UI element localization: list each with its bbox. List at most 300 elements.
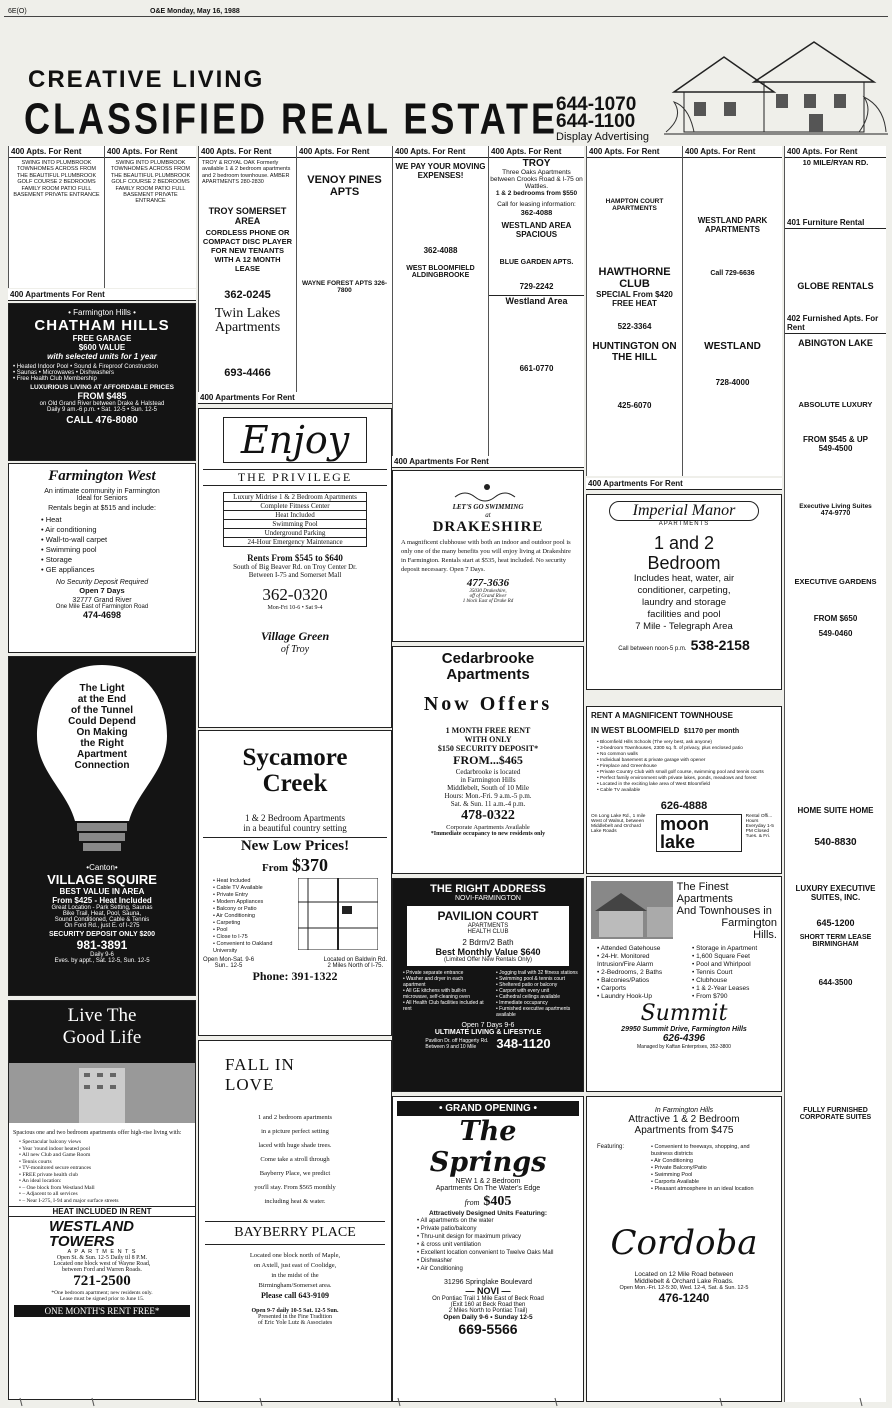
cedar-line: Middlebelt, South of 10 Mile [447,784,529,792]
now-offers: Now Offers [423,693,553,715]
chatham-name: CHATHAM HILLS [34,317,170,334]
farmwest-line: No Security Deposit Required [55,579,149,586]
squire-line: BEST VALUE IN AREA [59,887,145,896]
bayberry-location: on Axtell, just east of Coolidge, [253,1262,337,1269]
hampton-court: HAMPTON COURT APARTMENTS [605,198,664,212]
sycamore-price: $370 [292,855,329,875]
huntington-name: HUNTINGTON ON THE HILL [592,341,677,363]
towers-phone: 721-2500 [73,1273,131,1289]
issue-date: O&E Monday, May 16, 1988 [150,8,240,15]
chatham-line: FREE GARAGE [72,334,132,343]
column-heading: 400 Apts. For Rent [393,146,488,158]
cordoba-features [641,1144,771,1193]
list-item: • All new Club and Game Room [19,1152,191,1159]
squire-line: Bike Trail, Heat, Pool, Sauna, [62,911,142,917]
drake-line: LET'S GO SWIMMING [452,503,524,511]
cordless-offer: CORDLESS PHONE OR COMPACT DISC PLAYER FOR NEW TENANTS WITH A 12 MONTH LEASE [202,228,293,273]
summit-phone: 626-4396 [662,1033,706,1044]
cordoba-line: Attractive 1 & 2 Bedroom [628,1114,740,1125]
westland-park-phone: Call 729-6636 [710,270,755,277]
column-heading: 400 Apts. For Rent [9,146,104,158]
enjoy-head: Luxury Midrise 1 & 2 Bedroom Apartments [223,492,367,502]
wayne-forest: WAYNE FOREST APTS 326-7800 [301,280,388,294]
cordoba-price: Apartments from $475 [634,1125,734,1136]
short-term-phone: 644-3500 [818,978,853,987]
fall-body: Bayberry Place, we predict [259,1170,331,1177]
fall-body: including heat & water. [264,1198,326,1205]
imperial-name: Imperial Manor [609,501,759,521]
list-item: • Laundry Hook-Up [597,993,682,1001]
twin-lakes-phone: 693-4466 [224,367,271,379]
bayberry-location: Located one block north of Maple, [249,1252,341,1259]
moon-line: RENT A MAGNIFICENT TOWNHOUSE [591,711,733,720]
list-item: • Heat [41,515,191,525]
goodlife-features [9,1139,195,1204]
towers-name: TOWERS [49,1233,115,1250]
three-oaks-call: Call for leasing information: [497,201,576,208]
farmwest-features [31,515,191,575]
home-suite-phone: 540-8830 [814,837,857,848]
springs-address: 31296 Springlake Boulevard [444,1279,532,1286]
list-item: • 1 & 2-Year Leases [692,985,777,993]
column-heading: 400 Apartments For Rent [8,289,196,301]
list-item: • 2-Bedrooms, 2 Baths [597,969,682,977]
westland-area-2: Westland Area [489,295,584,306]
list-item: • Bloomfield Hills Schools (The very best, ask anyone) [597,740,777,746]
exec-gardens: EXECUTIVE GARDENS [794,577,877,586]
farmwest-name: Farmington West [48,468,156,484]
drake-body: A magnificent clubhouse with both an indoor and outdoor pool is only one of the many benefits you will enjoy living at Drakeshire in Farmington. Rentals start at $535, heat included. No security deposit necessary. Open 7 Days. [401,539,571,573]
list-item: • Pool and Whirlpool [692,961,777,969]
pav-line: NOVI-FARMINGTON [455,895,521,902]
list-item: • Private patio/balcony [417,1225,579,1233]
troy-somerset-heading: TROY SOMERSET AREA [208,206,287,226]
summit-name: Summit [640,1001,728,1026]
fall-body: laced with huge shade trees. [258,1142,332,1149]
location-map [298,878,378,950]
springs-line: Attractively Designed Units Featuring: [428,1210,548,1217]
tower-photo [9,1063,195,1123]
list-item: • Tennis courts [19,1159,191,1166]
cordoba-location: Middlebelt & Orchard Lake Roads. [634,1278,734,1285]
imperial-line: 7 Mile - Telegraph Area [635,621,733,632]
list-item: • Carports [597,985,682,993]
imperial-line: laundry and storage [642,597,726,608]
drake-address: 35030 Drakeshire, [469,589,507,594]
troy-heading: TROY [522,158,551,169]
amber-apts-ad: TROY & ROYAL OAK Formerly available 1 & 2 bedroom apartments and 2 bedroom townhouse. AMBER APARTMENTS 280-2830 [202,160,291,186]
cordoba-line: In Farmington Hills [654,1107,714,1114]
pav-ultimate: ULTIMATE LIVING & LIFESTYLE [434,1029,542,1036]
fall-body: Come take a stroll through [260,1156,330,1163]
list-item: • Private separate entrance [403,970,486,976]
farmwest-line: An intimate community in Farmington [44,488,160,495]
moon-name: moon lake [656,814,742,852]
sycamore-hours: Sun.. 12-5 [214,963,243,969]
springs-hours: Open Daily 9-6 • Sunday 12-5 [443,1314,533,1321]
bayberry-phone: Please call 643-9109 [261,1291,329,1300]
imperial-line: Bedroom [647,553,721,573]
cordoba-name: Cordoba [610,1223,758,1263]
chatham-line: • Heated Indoor Pool • Sound & Fireproof Construction [13,364,158,370]
cedar-phone: 478-0322 [461,808,515,823]
list-item: • Individual basement & private garage with opener [597,758,777,764]
list-item: • Swimming pool [41,545,191,555]
towers-line: between Ford and Warren Roads. [62,1267,142,1273]
sycamore-location: Located on Baldwin Rd. [323,957,387,963]
enjoy-rents: Rents From $545 to $640 [247,553,343,563]
springs-line: NEW 1 & 2 Bedroom [455,1178,521,1185]
list-item: Heat Included [223,511,367,520]
cedar-line: 1 MONTH FREE RENT [445,726,531,735]
list-item: • Modern Appliances [213,899,298,906]
plumbrook-ad-2: SWING INTO PLUMBROOK TOWNHOMES ACROSS FROM THE BEAUTIFUL PLUMBROOK GOLF COURSE 2 BEDROOMS FAMILY ROOM PATIO FULL BASEMENT PRIVATE ENTRANCE [110,160,191,205]
section-title-top: CREATIVE LIVING [28,66,265,93]
list-item: • Private Entry [213,892,298,899]
squire-phone: 981-3891 [76,938,128,952]
cordoba-hours: Open Mon.-Fri. 12-5:30, Wed. 12-4, Sat. & Sun. 12-5 [619,1285,749,1291]
cordoba-ad [586,1096,782,1402]
summit-address: 29950 Summit Drive, Farmington Hills [621,1026,747,1033]
towers-note: *One bedroom apartment; new residents only. [51,1290,153,1296]
column-heading: 400 Apartments For Rent [392,456,584,468]
list-item: • No common walls [597,752,777,758]
summit-line: And Townhouses in [676,905,772,917]
list-item: • Furnished executive apartments available [496,1006,579,1018]
exec-gardens-price: FROM $650 [813,614,858,623]
luxury-suites-phone: 645-1200 [816,918,855,928]
townhouse-photo [591,881,673,939]
bayberry-location: Birmingham/Somerset area. [258,1282,332,1289]
fully-furnished: FULLY FURNISHED CORPORATE SUITES [799,1107,872,1121]
huntington-phone: 425-6070 [617,401,652,410]
list-item: • Sheltered patio or balcony [496,982,579,988]
list-item: • Air Conditioning [417,1265,579,1273]
imperial-line: facilities and pool [647,609,721,620]
ten-mile: 10 MILE/RYAN RD. [802,158,869,167]
list-item: • Dishwasher [417,1257,579,1265]
hawthorne-phone: 522-3364 [617,322,652,331]
we-pay-moving: WE PAY YOUR MOVING EXPENSES! [395,162,486,180]
privilege: THE PRIVILEGE [203,469,387,486]
springs-ad [392,1096,584,1402]
towers-note: Lease must be signed prior to June 15. [59,1296,145,1302]
list-item: Underground Parking [223,529,367,538]
globe-rentals: GLOBE RENTALS [797,281,874,291]
cedar-price: FROM...$465 [453,753,523,767]
sycamore-features [203,878,298,955]
short-term: SHORT TERM LEASE BIRMINGHAM [799,934,872,948]
cedarbrooke-ad [392,646,584,874]
list-item: • Cable TV available [597,788,777,794]
goodlife-title: Live The [67,1005,137,1026]
moon-price: $1170 per month [683,728,740,735]
list-item: • & cross unit ventilation [417,1241,579,1249]
column-heading: 400 Apts. For Rent [105,146,196,158]
list-item: • FREE private health club [19,1172,191,1179]
springs-name: The Springs [429,1116,547,1178]
imperial-phone: 538-2158 [690,637,750,653]
chatham-phone: CALL 476-8080 [66,415,138,426]
farmington-west-ad [8,463,196,653]
springs-directions: On Pontiac Trail 1 Mile East of Beck Road [432,1296,544,1302]
squire-city: •Canton• [86,863,118,872]
westland-towers-ad [8,1000,196,1400]
list-item: • Pool [213,927,298,934]
farmwest-address: 32777 Grand River [72,597,132,604]
enjoy-word: Enjoy [223,417,367,463]
squire-line: of the Tunnel [70,705,134,716]
sycamore-location: 2 Miles North of I-75. [327,963,384,969]
list-item: • Perfect family environment with private lakes, ponds, meadows and forest [597,776,777,782]
column-heading: 400 Apts. For Rent [199,146,296,158]
moon-phone: 626-4888 [660,800,708,812]
list-item: • All Health Club facilities included at rent [403,1000,486,1012]
squire-line: The Light [79,683,125,694]
pav-name: APARTMENTS [467,923,509,929]
list-item: Swimming Pool [223,520,367,529]
drake-address: 1 block East of Drake Rd [462,599,514,604]
drake-phone: 477-3636 [466,577,510,589]
bayberry-line: Presented in the Fine Tradition [258,1314,332,1320]
moon-location: On Long Lake Rd., 1 mile West of Walnut, between Middlebelt and Orchard Lake Roads [591,814,646,834]
phone-1: 644-1070 [556,94,637,115]
springs-directions: (Exit 160 at Beck Road then [450,1302,526,1308]
moon-hours: Rental Offi... Hours Everyday 1-5 PM Closed Tues. & Fri. [745,814,774,839]
farmwest-line: One Mile East of Farmington Road [55,604,149,610]
list-item: • GE appliances [41,565,191,575]
list-item: • 1,600 Square Feet [692,953,777,961]
list-item: • Cathedral ceilings available [496,994,579,1000]
list-item: • Fireplace and Greenhouse [597,764,777,770]
three-oaks: Three Oaks Apartments between Crooks Road & I-75 on Wattles. [490,169,583,190]
list-item: • Storage in Apartment [692,945,777,953]
list-item: • Swimming Pool [651,1172,771,1179]
cedar-line: in Farmington Hills [460,776,516,784]
column-heading: 402 Furnished Apts. For Rent [785,313,886,334]
drake-address: off of Grand River [469,594,507,599]
pav-features-left [397,970,486,1018]
pav-line: THE RIGHT ADDRESS [430,883,546,895]
list-item: • – Adjacent to all services [19,1191,191,1198]
we-pay-phone: 362-4088 [423,246,458,255]
list-item: • Air Conditioning [651,1158,771,1165]
squire-line: Sound Conditioned, Cable & Tennis [54,917,150,923]
chatham-line: LUXURIOUS LIVING AT AFFORDABLE PRICES [30,384,174,391]
list-item: Complete Fitness Center [223,502,367,511]
squire-price: From $425 - Heat Included [52,896,152,905]
towers-sub: A P A R T M E N T S [67,1249,137,1255]
towers-line: Located one block west of Wayne Road, [53,1261,151,1267]
chatham-hills-ad [8,303,196,461]
squire-line: Daily 9-6 [90,952,114,958]
pav-name: HEALTH CLUB [467,929,509,935]
goodlife-body: Spacious one and two bedroom apartments offer high-rise living with: [13,1130,182,1136]
from-label: from [464,1198,480,1207]
springs-price: $405 [483,1194,512,1209]
cedar-name: Apartments [446,666,530,683]
summit-ad [586,876,782,1092]
list-item: • All GE kitchens with built-in microwave, self-cleaning oven [403,988,486,1000]
springs-features [397,1217,579,1273]
bayberry-location: in the midst of the [271,1272,319,1279]
farmwest-line: Ideal for Seniors [76,495,128,502]
pavilion-court-ad [392,878,584,1092]
enjoy-location: South of Big Beaver Rd. on Troy Center Dr. [233,563,357,571]
chatham-location: • Farmington Hills • [68,308,136,317]
chatham-line: • Free Health Club Membership [13,376,97,382]
cedar-hours: Hours: Mon.-Fri. 9 a.m.-5 p.m. [444,792,532,800]
cordoba-phone: 476-1240 [658,1291,710,1305]
list-item: • Air conditioning [41,525,191,535]
squire-line: the Right [80,738,124,749]
summit-line: Farmington [721,917,777,929]
list-item: • Thru-unit design for maximum privacy [417,1233,579,1241]
list-item: • Cable TV Available [213,885,298,892]
pav-days: Open 7 Days 9-6 [461,1022,515,1029]
chatham-line: • Saunas • Microwaves • Dishwashers [13,370,115,376]
village-green-troy: of Troy [280,644,310,655]
hawthorne-name: HAWTHORNE CLUB [598,266,671,290]
bayberry-line: of Eric Yole Lutz & Associates [257,1320,333,1326]
springs-directions: 2 Miles North to Pontiac Trail) [448,1308,528,1314]
hawthorne-special: SPECIAL From $420 FREE HEAT [596,290,673,308]
cordless-phone: 362-0245 [224,289,271,301]
blue-garden: BLUE GARDEN APTS. [499,259,574,266]
westland-name: WESTLAND [49,1218,134,1235]
farmwest-phone: 474-4698 [82,610,122,620]
list-item: • Carport with every unit [496,988,579,994]
chatham-line: $600 VALUE [78,343,126,352]
list-item: • Storage [41,555,191,565]
enjoy-hours: Mon-Fri 10-6 • Sat 9-4 [267,605,323,611]
pav-price: Best Monthly Value $640 [435,947,541,957]
column-heading: 400 Apartments For Rent [586,478,782,490]
imperial-line: 1 and 2 [653,533,715,553]
cedar-line: Corporate Apartments Available [446,824,530,831]
column-heading: 400 Apts. For Rent [297,146,392,158]
fall-title: FALL IN [225,1055,295,1074]
list-item: • Year 'round indoor heated pool [19,1146,191,1153]
cedar-line: WITH ONLY [464,735,512,744]
grand-opening: • GRAND OPENING • [397,1101,579,1116]
summit-manager: Managed by Kaftan Enterprises, 352-3800 [637,1044,731,1050]
fall-body: 1 and 2 bedroom apartments [257,1114,332,1121]
heat-included: HEAT INCLUDED IN RENT [9,1206,195,1217]
imperial-sub: APARTMENTS [658,521,710,527]
house-illustration [664,22,888,144]
westland-3: WESTLAND [704,341,761,352]
rent-free-banner: ONE MONTH'S RENT FREE* [13,1304,191,1318]
list-item: • Located in the exciting lake area of West Bloomfield [597,782,777,788]
list-item: • TV-monitored secure entrances [19,1165,191,1172]
sycamore-phone: Phone: 391-1322 [252,969,338,983]
chatham-line: with selected units for 1 year [47,352,157,361]
list-item: • Private Country Club with small golf course, swimming pool and tennis courts [597,770,777,776]
exec-living-phone: 474-9770 [820,510,851,517]
luxury-suites: LUXURY EXECUTIVE SUITES, INC. [795,884,876,902]
home-suite: HOME SUITE HOME [797,806,874,815]
column-heading: 400 Apts. For Rent [785,146,886,158]
chatham-price: FROM $485 [77,391,127,401]
squire-line: Great Location - Park Setting, Saunas [51,905,153,911]
list-item: • Carports Available [651,1179,771,1186]
venoy-pines: VENOY PINES APTS [307,174,382,198]
fall-body: in a picture perfect setting [261,1128,329,1135]
list-item: • Washer and dryer in each apartment [403,976,486,988]
display-advertising: Display Advertising [556,131,649,143]
list-item: • Close to I-75 [213,934,298,941]
squire-line: SECURITY DEPOSIT ONLY $200 [48,931,156,938]
squire-name: VILLAGE SQUIRE [47,872,157,887]
squire-line: On Making [76,727,128,738]
westland-area-phone: 661-0770 [519,364,554,373]
list-item: • Heat Included [213,878,298,885]
bayberry-place-ad [198,1040,392,1402]
westland-3-phone: 728-4000 [715,378,750,387]
list-item: • Private Balcony/Patio [651,1165,771,1172]
drake-name: DRAKESHIRE [432,519,544,535]
moon-features [591,740,777,794]
pav-line: (Limited Offer New Rentals Only) [444,957,532,963]
chatham-line: on Old Grand River between Drake & Halstead [39,401,165,407]
list-item: • Clubhouse [692,977,777,985]
enjoy-location: Between I-75 and Somerset Mall [248,571,342,579]
list-item: • All apartments on the water [417,1217,579,1225]
squire-line: Apartment [76,749,127,760]
summit-line: The Finest Apartments [676,881,733,905]
list-item: • Tennis Court [692,969,777,977]
pav-location: Between 9 and 10 Mile [425,1043,477,1050]
exec-living: Executive Living Suites [799,503,872,510]
cedar-hours: Sat. & Sun. 11 a.m.-4 p.m. [450,800,526,808]
list-item: 24-Hour Emergency Maintenance [223,538,367,547]
pav-features-right [490,970,579,1018]
list-item: • Convenient to freeways, shopping, and business districts [651,1144,771,1158]
absolute-luxury: ABSOLUTE LUXURY [798,400,873,409]
squire-line: Could Depend [68,716,136,727]
list-item: • Excellent location convenient to Twelve Oaks Mall [417,1249,579,1257]
blue-garden-phone: 729-2242 [519,282,554,291]
westland-spacious: WESTLAND AREA SPACIOUS [501,221,572,239]
sycamore-line: in a beautiful country setting [243,823,347,833]
farmwest-line: Open 7 Days [79,586,125,595]
imperial-manor-ad [586,494,782,690]
section-title: CLASSIFIED REAL ESTATE [24,94,559,144]
enjoy-privilege-ad [198,408,392,728]
squire-line: at the End [77,694,127,705]
plumbrook-ad: SWING INTO PLUMBROOK TOWNHOMES ACROSS FROM THE BEAUTIFUL PLUMBROOK GOLF COURSE 2 BEDROOMS FAMILY ROOM PATIO FULL BASEMENT PRIVATE ENTRANCE [13,160,100,199]
column-heading: 401 Furniture Rental [785,217,886,229]
exec-gardens-phone: 549-0460 [818,629,853,638]
westland-park: WESTLAND PARK APARTMENTS [697,216,768,234]
list-item: • From $790 [692,993,777,1001]
from-label: From [261,862,289,874]
squire-line: Eves. by appt., Sat. 12-5, Sun. 12-5 [54,958,150,964]
list-item: • – Near I-275, I-94 and major surface streets [19,1198,191,1205]
list-item: • Balconies/Patios [597,977,682,985]
pav-name: PAVILION COURT [437,909,539,923]
drake-line: at [485,511,491,519]
pav-location: Pavilion Dr. off Haggerty Rd. [425,1037,489,1044]
squire-line: Connection [74,760,130,771]
imperial-line: conditioner, carpeting, [637,585,731,596]
cedar-line: Cedarbrooke is located [455,768,521,776]
moon-line: IN WEST BLOOMFIELD [591,726,680,735]
summit-features-right [686,945,777,1001]
fall-title: LOVE [225,1075,275,1094]
squire-line: On Ford Rd., just E. of I-275 [64,923,140,929]
